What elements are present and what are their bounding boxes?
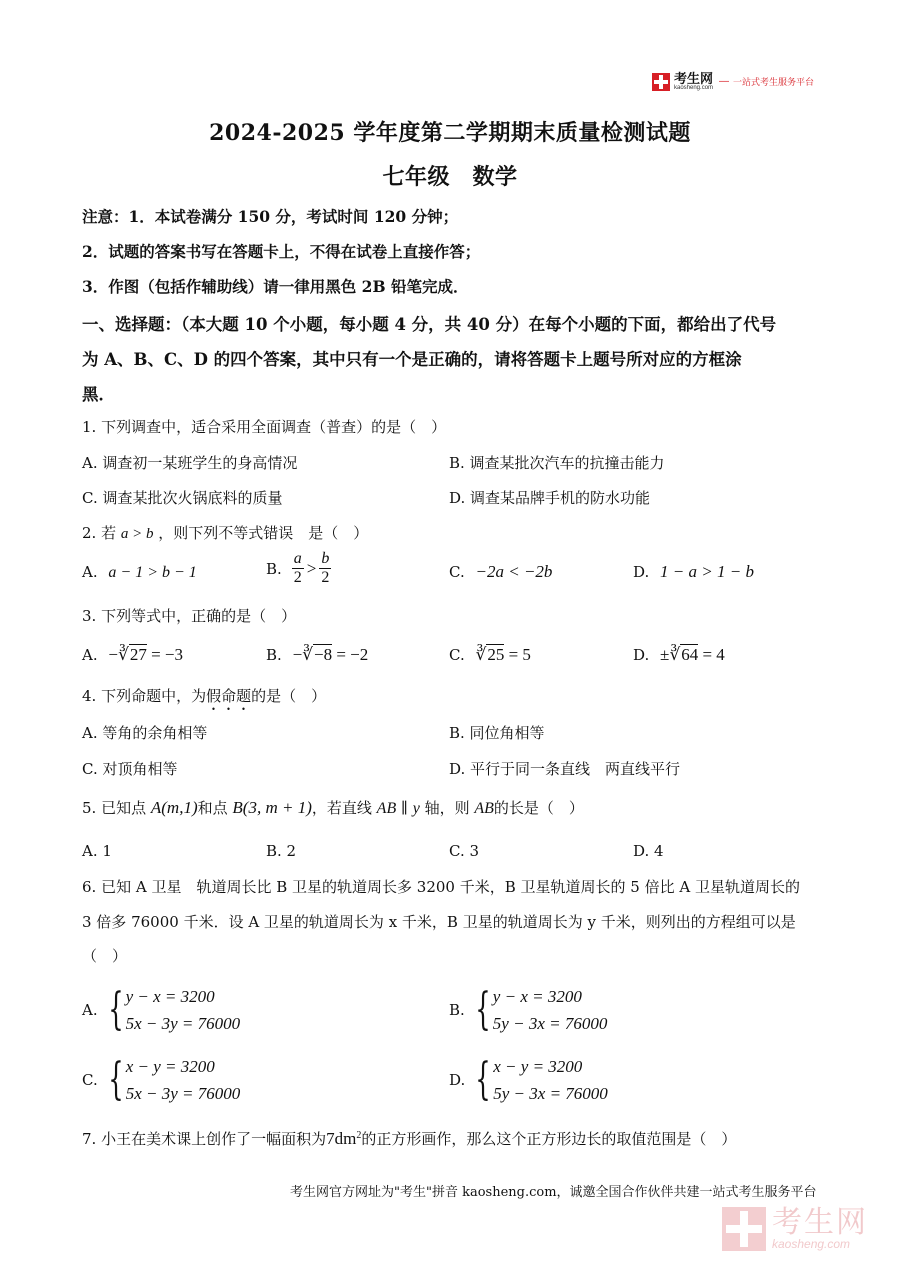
q2-b-frac-a bbox=[292, 550, 304, 588]
q2-b-num-a: a bbox=[292, 550, 304, 569]
q4-stem bbox=[82, 685, 326, 714]
q6-line1: 6. 已知 A 卫星 轨道周长比 B 卫星的轨道周长多 3200 千米，B 卫星轨道周长的 5 倍比 A 卫星轨道周长的 bbox=[82, 878, 800, 896]
q5-stem-1: 5. 已知点 bbox=[82, 799, 147, 817]
q2-b-gt: > bbox=[306, 558, 317, 578]
q3-a-radicand: 27 bbox=[129, 645, 147, 664]
q2-stem bbox=[82, 522, 368, 543]
q5-stem-3: ，若直线 bbox=[311, 799, 372, 817]
q5-point-a: A(m,1) bbox=[150, 798, 198, 817]
q2-b-label: B. bbox=[266, 559, 282, 578]
q2-option-c bbox=[449, 562, 552, 582]
q6-b-label: B. bbox=[449, 1001, 465, 1019]
q6-a-label: A. bbox=[82, 1001, 98, 1019]
q4-option-a: A. 等角的余角相等 bbox=[82, 724, 208, 742]
q6-b-eq1: y − x = 3200 bbox=[492, 987, 582, 1006]
q3-c-root: ∛ bbox=[475, 645, 487, 664]
q5-axis: y bbox=[412, 800, 420, 817]
q5-option-c: C. 3 bbox=[449, 842, 480, 860]
q5-option-b: B. 2 bbox=[266, 842, 297, 860]
q6-option-a bbox=[82, 983, 240, 1037]
q2-c-label: C. bbox=[449, 563, 465, 581]
q7-stem-pre: 7. 小王在美术课上创作了一幅面积为 bbox=[82, 1130, 327, 1148]
q2-b-den-a: 2 bbox=[293, 569, 302, 587]
q4-stem-emphasis: 假命题 bbox=[206, 687, 252, 705]
q3-option-d bbox=[633, 645, 725, 665]
q6-c-label: C. bbox=[82, 1071, 98, 1089]
header-logo: 考生网 kaosheng.com — 一站式考生服务平台 bbox=[652, 72, 814, 91]
note-2: 2．试题的答案书写在答题卡上，不得在试卷上直接作答； bbox=[82, 242, 481, 261]
q6-d-label: D. bbox=[449, 1071, 466, 1089]
q6-c-eq1: x − y = 3200 bbox=[125, 1057, 215, 1076]
q4-option-c: C. 对顶角相等 bbox=[82, 760, 178, 778]
q6-d-eq2: 5y − 3x = 76000 bbox=[493, 1084, 608, 1103]
q4-option-d: D. 平行于同一条直线 两直线平行 bbox=[449, 760, 681, 778]
q4-stem-post: 的是（ ） bbox=[251, 687, 327, 705]
q3-option-c bbox=[449, 645, 531, 665]
section1-line1: 一、选择题：（本大题 10 个小题，每小题 4 分，共 40 分）在每个小题的下面，都给出了代号 bbox=[82, 315, 777, 334]
q2-a-label: A. bbox=[82, 563, 98, 581]
q6-a-eq1: y − x = 3200 bbox=[125, 987, 215, 1006]
q6-d-eq1: x − y = 3200 bbox=[493, 1057, 583, 1076]
q6-option-b bbox=[449, 983, 607, 1037]
note-1: 注意：1．本试卷满分 150 分，考试时间 120 分钟； bbox=[82, 207, 459, 226]
q2-c-expr: −2a < −2b bbox=[475, 562, 553, 581]
q2-stem-post: ，则下列不等式错误 是（ ） bbox=[158, 524, 369, 542]
q5-line-ab-2: AB bbox=[474, 800, 494, 817]
exam-subtitle: 七年级 数学 bbox=[382, 164, 518, 190]
q7-stem bbox=[82, 1128, 736, 1149]
q2-condition: a > b bbox=[120, 526, 154, 542]
q1-option-d: D. 调查某品牌手机的防水功能 bbox=[449, 489, 651, 507]
q3-option-a bbox=[82, 645, 183, 665]
q3-a-root: −∛ bbox=[108, 645, 129, 664]
q7-area: 7dm bbox=[326, 1129, 357, 1148]
logo-name: 考生网 bbox=[674, 71, 714, 86]
q3-d-root: ±∛ bbox=[660, 645, 681, 664]
q3-b-root: −∛ bbox=[292, 645, 313, 664]
q1-option-c: C. 调查某批次火锅底料的质量 bbox=[82, 489, 283, 507]
q3-c-result: = 5 bbox=[504, 645, 531, 664]
q5-option-d: D. 4 bbox=[633, 842, 664, 860]
kaosheng-logo-icon bbox=[652, 73, 670, 91]
q3-b-label: B. bbox=[266, 646, 282, 664]
q2-b-den-b: 2 bbox=[321, 569, 330, 587]
exam-title: 2024-2025 学年度第二学期期末质量检测试题 bbox=[209, 120, 691, 146]
q5-stem-2: 和点 bbox=[197, 799, 228, 817]
q4-stem-pre: 4. 下列命题中，为 bbox=[82, 687, 207, 705]
q6-d-brace-icon: { bbox=[475, 1054, 491, 1105]
q3-d-result: = 4 bbox=[698, 645, 725, 664]
q5-line-ab: AB bbox=[376, 800, 397, 817]
q3-d-radicand: 64 bbox=[681, 645, 699, 664]
q1-option-b: B. 调查某批次汽车的抗撞击能力 bbox=[449, 454, 665, 472]
q2-a-expr: a − 1 > b − 1 bbox=[108, 564, 197, 581]
q2-b-frac-b bbox=[319, 550, 331, 588]
q3-b-result: = −2 bbox=[332, 645, 369, 664]
q6-a-brace-icon: { bbox=[107, 984, 124, 1035]
section1-line2: 为 A、B、C、D 的四个答案，其中只有一个是正确的，请将答题卡上题号所对应的方框涂 bbox=[82, 350, 742, 369]
q1-stem: 1. 下列调查中，适合采用全面调查（普查）的是（ ） bbox=[82, 418, 447, 436]
q6-line3: （ ） bbox=[82, 947, 128, 965]
q6-option-d bbox=[449, 1053, 608, 1107]
q2-b-num-b: b bbox=[319, 550, 331, 569]
section1-line3: 黑． bbox=[82, 385, 115, 404]
q3-stem: 3. 下列等式中，正确的是（ ） bbox=[82, 607, 297, 625]
q6-c-eq2: 5x − 3y = 76000 bbox=[125, 1084, 241, 1103]
footer-text: 考生网官方网址为"考生"拼音 kaosheng.com，诚邀全国合作伙伴共建一站式考生服务平台 bbox=[290, 1185, 817, 1200]
q6-option-c bbox=[82, 1053, 240, 1107]
q2-d-label: D. bbox=[633, 563, 650, 581]
q5-stem-6: 的长是（ ） bbox=[493, 799, 584, 817]
q6-line2: 3 倍多 76000 千米．设 A 卫星的轨道周长为 x 千米，B 卫星的轨道周长为 y 千米，则列出的方程组可以是 bbox=[82, 913, 796, 931]
q5-stem-4: ∥ bbox=[396, 799, 413, 817]
q7-stem-post: 的正方形画作，那么这个正方形边长的取值范围是（ ） bbox=[361, 1130, 737, 1148]
watermark-logo-icon bbox=[722, 1207, 766, 1251]
q2-option-d bbox=[633, 562, 754, 582]
q5-option-a: A. 1 bbox=[82, 842, 112, 860]
q5-point-b: B(3, m + 1) bbox=[232, 798, 312, 817]
q4-option-b: B. 同位角相等 bbox=[449, 724, 545, 742]
q6-b-eq2: 5y − 3x = 76000 bbox=[492, 1014, 608, 1033]
q3-option-b bbox=[266, 645, 368, 665]
q5-stem-5: 轴，则 bbox=[419, 799, 470, 817]
logo-slogan: 一站式考生服务平台 bbox=[733, 78, 815, 88]
watermark-name: 考生网 bbox=[772, 1205, 868, 1240]
q1-option-a: A. 调查初一某班学生的身高情况 bbox=[82, 454, 298, 472]
q5-stem bbox=[82, 797, 584, 818]
q6-b-brace-icon: { bbox=[475, 984, 491, 1035]
q2-option-a bbox=[82, 563, 197, 582]
q2-stem-pre: 2. 若 bbox=[82, 524, 117, 542]
note-3: 3．作图（包括作辅助线）请一律用黑色 2B 铅笔完成． bbox=[82, 277, 469, 296]
q6-a-eq2: 5x − 3y = 76000 bbox=[125, 1014, 241, 1033]
q3-c-radicand: 25 bbox=[487, 645, 505, 664]
q2-d-expr: 1 − a > 1 − b bbox=[660, 562, 754, 581]
q3-b-radicand: −8 bbox=[314, 645, 333, 664]
q3-a-result: = −3 bbox=[146, 645, 183, 664]
watermark-url: kaosheng.com bbox=[772, 1237, 851, 1251]
logo-sub: kaosheng.com bbox=[674, 85, 714, 91]
q3-d-label: D. bbox=[633, 646, 650, 664]
q3-c-label: C. bbox=[449, 646, 465, 664]
q2-option-b bbox=[266, 550, 331, 588]
footer-watermark bbox=[722, 1207, 868, 1251]
q6-c-brace-icon: { bbox=[108, 1054, 124, 1105]
q7-area-sup: 2 bbox=[356, 1130, 362, 1141]
q3-a-label: A. bbox=[82, 646, 98, 664]
